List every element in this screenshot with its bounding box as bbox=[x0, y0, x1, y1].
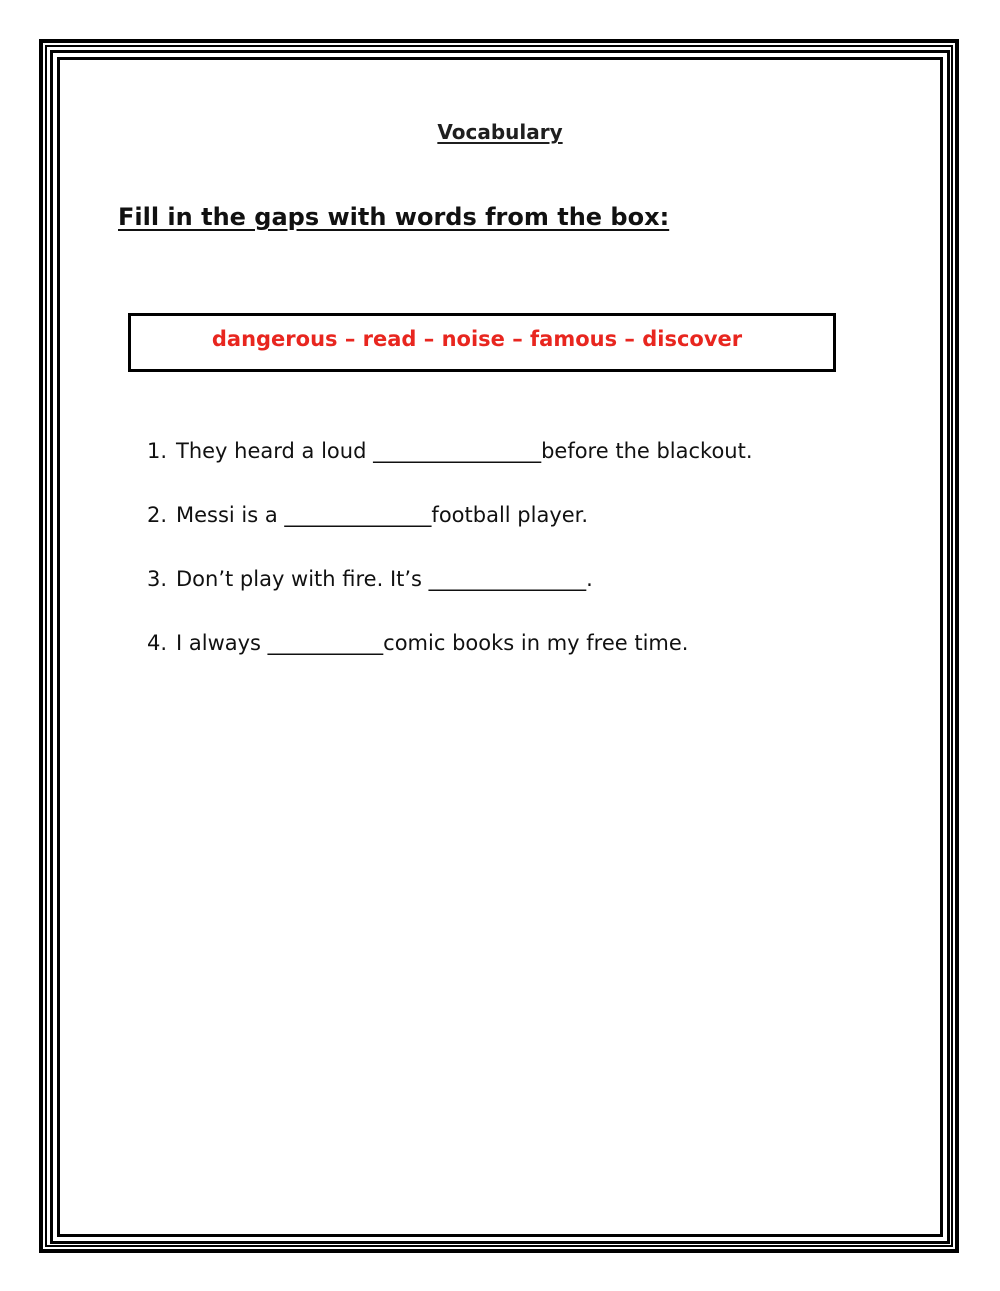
instruction-heading: Fill in the gaps with words from the box: bbox=[118, 203, 670, 231]
page-title: Vocabulary bbox=[437, 120, 563, 144]
word-box-words: dangerous – read – noise – famous – discover bbox=[211, 326, 743, 351]
question-text: I always ___________comic books in my free time. bbox=[176, 631, 689, 655]
word-box bbox=[128, 313, 836, 372]
question-text: They heard a loud ________________before the blackout. bbox=[176, 439, 753, 463]
question-3 bbox=[147, 567, 593, 591]
question-2 bbox=[147, 503, 588, 527]
question-text: Don’t play with fire. It’s _______________. bbox=[176, 567, 593, 591]
question-number: 4. bbox=[147, 631, 168, 655]
question-number: 3. bbox=[147, 567, 168, 591]
question-number: 1. bbox=[147, 439, 168, 463]
question-number: 2. bbox=[147, 503, 168, 527]
question-text: Messi is a ______________football player. bbox=[176, 503, 589, 527]
question-4 bbox=[147, 631, 688, 655]
question-1 bbox=[147, 439, 753, 463]
